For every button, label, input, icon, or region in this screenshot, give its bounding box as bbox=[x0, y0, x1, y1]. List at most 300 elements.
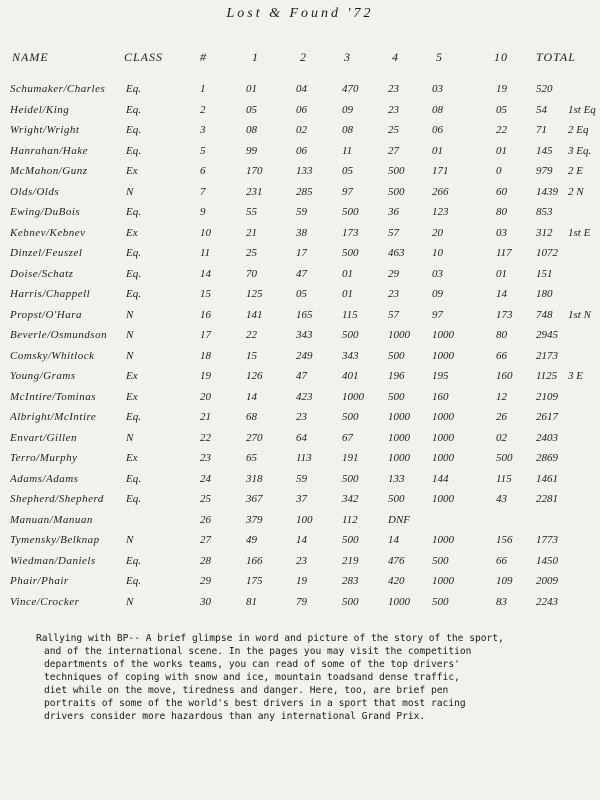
stage-10-score: 83 bbox=[496, 595, 507, 608]
stage-1-score: 22 bbox=[246, 329, 257, 341]
stage-3-score: 283 bbox=[342, 575, 359, 587]
stage-4-score: 27 bbox=[388, 144, 399, 157]
stage-2-score: 47 bbox=[296, 370, 307, 382]
stage-2-score: 06 bbox=[296, 144, 307, 157]
stage-2-score: 249 bbox=[296, 349, 313, 362]
table-row bbox=[0, 308, 600, 329]
table-row bbox=[0, 369, 600, 390]
stage-5-score: 144 bbox=[432, 472, 449, 485]
total-score: 2403 bbox=[536, 431, 558, 444]
stage-5-score: 160 bbox=[432, 390, 449, 403]
stage-1-score: 270 bbox=[246, 431, 263, 444]
stage-10-score: 115 bbox=[496, 472, 512, 485]
class: Eq. bbox=[126, 83, 141, 95]
car-number: 2 bbox=[200, 103, 206, 116]
stage-4-score: 420 bbox=[388, 575, 405, 587]
total-score: 748 bbox=[536, 308, 553, 321]
stage-2-score: 343 bbox=[296, 329, 313, 341]
team-name: Albright/McIntire bbox=[10, 411, 97, 423]
table-row bbox=[0, 451, 600, 472]
stage-2-score: 05 bbox=[296, 288, 307, 300]
stage-1-score: 126 bbox=[246, 370, 263, 382]
table-row bbox=[0, 472, 600, 493]
car-number: 27 bbox=[200, 534, 211, 546]
stage-10-score: 01 bbox=[496, 144, 507, 157]
stage-1-score: 170 bbox=[246, 165, 263, 177]
stage-1-score: 15 bbox=[246, 349, 257, 362]
stage-10-score: 12 bbox=[496, 390, 507, 403]
class: Ex bbox=[126, 226, 138, 239]
caption-line: and of the international scene. In the pages you may visit the competition bbox=[44, 646, 472, 657]
stage-1-score: 99 bbox=[246, 144, 257, 157]
class: Eq. bbox=[126, 144, 141, 157]
table-row bbox=[0, 513, 600, 534]
team-name: Harris/Chappell bbox=[10, 288, 91, 300]
total-score: 1439 bbox=[536, 185, 558, 198]
car-number: 14 bbox=[200, 267, 211, 280]
stage-10-score: 80 bbox=[496, 206, 507, 218]
stage-2-score: 133 bbox=[296, 165, 313, 177]
table-row bbox=[0, 533, 600, 554]
class: Eq. bbox=[126, 472, 141, 485]
stage-4-score: 133 bbox=[388, 472, 405, 485]
stage-1-score: 367 bbox=[246, 493, 263, 505]
table-row bbox=[0, 226, 600, 247]
total-score: 1773 bbox=[536, 534, 558, 546]
stage-2-score: 423 bbox=[296, 390, 313, 403]
stage-10-score: 500 bbox=[496, 452, 513, 464]
class: Ex bbox=[126, 165, 138, 177]
car-number: 18 bbox=[200, 349, 211, 362]
class: Ex bbox=[126, 390, 138, 403]
stage-10-score: 156 bbox=[496, 534, 513, 546]
page-title: Lost & Found '72 bbox=[226, 6, 374, 21]
stage-10-score: 43 bbox=[496, 493, 507, 505]
stage-3-score: 173 bbox=[342, 226, 359, 239]
stage-3-score: 343 bbox=[342, 349, 359, 362]
stage-1-score: 65 bbox=[246, 452, 257, 464]
stage-2-score: 100 bbox=[296, 513, 313, 526]
team-name: Envart/Gillen bbox=[10, 431, 77, 444]
caption-line: techniques of coping with snow and ice, mountain toadsand dense traffic, bbox=[44, 672, 460, 683]
team-name: Propst/O'Hara bbox=[10, 308, 83, 321]
table-row bbox=[0, 554, 600, 575]
stage-10-score: 02 bbox=[496, 431, 507, 444]
stage-5-score: 1000 bbox=[432, 493, 454, 505]
team-name: Manuan/Manuan bbox=[10, 513, 93, 526]
team-name: Terro/Murphy bbox=[10, 452, 78, 464]
stage-4-score: 36 bbox=[388, 206, 399, 218]
table-row bbox=[0, 390, 600, 411]
team-name: Dinzel/Feuszel bbox=[10, 247, 83, 259]
total-score: 2243 bbox=[536, 595, 558, 608]
stage-4-score: 57 bbox=[388, 226, 399, 239]
stage-5-score: 20 bbox=[432, 226, 443, 239]
class: Eq. bbox=[126, 247, 141, 259]
stage-1-score: 141 bbox=[246, 308, 263, 321]
class: Ex bbox=[126, 370, 138, 382]
stage-2-score: 113 bbox=[296, 452, 312, 464]
team-name: Adams/Adams bbox=[10, 472, 79, 485]
stage-1-score: 68 bbox=[246, 411, 257, 423]
stage-4-score: 25 bbox=[388, 124, 399, 136]
total-score: 145 bbox=[536, 144, 553, 157]
caption-line: diet while on the move, tiredness and danger. Here, too, are brief pen bbox=[44, 685, 449, 696]
caption-line: drivers consider more hazardous than any international Grand Prix. bbox=[44, 711, 426, 722]
stage-1-score: 14 bbox=[246, 390, 257, 403]
table-row bbox=[0, 574, 600, 595]
stage-3-score: 1000 bbox=[342, 390, 364, 403]
table-row bbox=[0, 267, 600, 288]
car-number: 3 bbox=[200, 124, 206, 136]
stage-2-score: 37 bbox=[296, 493, 307, 505]
team-name: Ewing/DuBois bbox=[10, 206, 81, 218]
stage-1-score: 49 bbox=[246, 534, 257, 546]
stage-10-score: 160 bbox=[496, 370, 513, 382]
stage-10-score: 19 bbox=[496, 83, 507, 95]
class: N bbox=[126, 534, 134, 546]
caption-line: departments of the works teams, you can read of some of the top drivers' bbox=[44, 659, 460, 670]
stage-2-score: 23 bbox=[296, 554, 307, 567]
caption-line: portraits of some of the world's best drivers in a sport that most racing bbox=[44, 698, 466, 709]
car-number: 21 bbox=[200, 411, 211, 423]
placing-note: 2 E bbox=[568, 165, 583, 177]
stage-1-score: 05 bbox=[246, 103, 257, 116]
table-row bbox=[0, 595, 600, 616]
stage-4-score: 1000 bbox=[388, 431, 410, 444]
placing-note: 2 N bbox=[568, 185, 584, 198]
stage-5-score: 06 bbox=[432, 124, 443, 136]
team-name: Hanrahan/Hake bbox=[10, 144, 88, 157]
stage-4-score: 196 bbox=[388, 370, 405, 382]
stage-5-score: 03 bbox=[432, 267, 443, 280]
table-row bbox=[0, 144, 600, 165]
car-number: 23 bbox=[200, 452, 211, 464]
class: N bbox=[126, 595, 134, 608]
class: N bbox=[126, 349, 134, 362]
stage-5-score: 1000 bbox=[432, 534, 454, 546]
car-number: 30 bbox=[200, 595, 211, 608]
stage-1-score: 21 bbox=[246, 226, 257, 239]
class: Eq. bbox=[126, 493, 141, 505]
total-score: 853 bbox=[536, 206, 553, 218]
stage-3-score: 191 bbox=[342, 452, 359, 464]
car-number: 1 bbox=[200, 83, 206, 95]
car-number: 5 bbox=[200, 144, 206, 157]
stage-1-score: 125 bbox=[246, 288, 263, 300]
table-row bbox=[0, 185, 600, 206]
class: Eq. bbox=[126, 575, 141, 587]
stage-2-score: 47 bbox=[296, 267, 307, 280]
stage-2-score: 285 bbox=[296, 185, 313, 198]
stage-5-score: 195 bbox=[432, 370, 449, 382]
total-score: 2281 bbox=[536, 493, 558, 505]
team-name: Heidel/King bbox=[10, 103, 70, 116]
class: Eq. bbox=[126, 554, 141, 567]
stage-4-score: 1000 bbox=[388, 452, 410, 464]
stage-1-score: 55 bbox=[246, 206, 257, 218]
stage-10-score: 80 bbox=[496, 329, 507, 341]
table-row bbox=[0, 246, 600, 267]
table-row bbox=[0, 164, 600, 185]
stage-5-score: 10 bbox=[432, 247, 443, 259]
stage-2-score: 14 bbox=[296, 534, 307, 546]
car-number: 9 bbox=[200, 206, 206, 218]
class: N bbox=[126, 329, 134, 341]
stage-1-score: 81 bbox=[246, 595, 257, 608]
stage-10-score: 0 bbox=[496, 165, 502, 177]
stage-4-score: DNF bbox=[388, 513, 410, 526]
total-score: 151 bbox=[536, 267, 553, 280]
header-stage-10: 10 bbox=[494, 50, 508, 64]
stage-5-score: 01 bbox=[432, 144, 443, 157]
class: Eq. bbox=[126, 206, 141, 218]
total-score: 71 bbox=[536, 124, 547, 136]
header-stage-5: 5 bbox=[436, 50, 443, 64]
placing-note: 3 E bbox=[568, 370, 583, 382]
total-score: 180 bbox=[536, 288, 553, 300]
car-number: 7 bbox=[200, 185, 206, 198]
class: N bbox=[126, 308, 134, 321]
stage-3-score: 500 bbox=[342, 247, 359, 259]
total-score: 1125 bbox=[536, 370, 558, 382]
caption-text bbox=[36, 632, 576, 723]
car-number: 11 bbox=[200, 247, 211, 259]
stage-1-score: 318 bbox=[246, 472, 263, 485]
stage-2-score: 79 bbox=[296, 595, 307, 608]
team-name: Olds/Olds bbox=[10, 185, 60, 198]
stage-10-score: 109 bbox=[496, 575, 513, 587]
stage-5-score: 1000 bbox=[432, 452, 454, 464]
stage-5-score: 171 bbox=[432, 165, 449, 177]
stage-2-score: 04 bbox=[296, 83, 307, 95]
team-name: Doise/Schatz bbox=[10, 267, 74, 280]
total-score: 2617 bbox=[536, 411, 558, 423]
header-name: NAME bbox=[12, 50, 49, 64]
stage-4-score: 1000 bbox=[388, 411, 410, 423]
class: Ex bbox=[126, 452, 138, 464]
table-row bbox=[0, 349, 600, 370]
car-number: 25 bbox=[200, 493, 211, 505]
class: N bbox=[126, 431, 134, 444]
stage-1-score: 08 bbox=[246, 124, 257, 136]
stage-3-score: 67 bbox=[342, 431, 353, 444]
car-number: 15 bbox=[200, 288, 211, 300]
stage-4-score: 500 bbox=[388, 349, 405, 362]
stage-10-score: 66 bbox=[496, 349, 507, 362]
team-name: Kebnev/Kebnev bbox=[10, 226, 86, 239]
stage-4-score: 463 bbox=[388, 247, 405, 259]
class: N bbox=[126, 185, 134, 198]
stage-5-score: 1000 bbox=[432, 431, 454, 444]
stage-4-score: 23 bbox=[388, 288, 399, 300]
car-number: 16 bbox=[200, 308, 211, 321]
stage-5-score: 08 bbox=[432, 103, 443, 116]
stage-5-score: 1000 bbox=[432, 575, 454, 587]
stage-2-score: 38 bbox=[296, 226, 307, 239]
car-number: 22 bbox=[200, 431, 211, 444]
stage-10-score: 03 bbox=[496, 226, 507, 239]
car-number: 17 bbox=[200, 329, 211, 341]
class: Eq. bbox=[126, 267, 141, 280]
table-row bbox=[0, 431, 600, 452]
stage-3-score: 09 bbox=[342, 103, 353, 116]
stage-3-score: 115 bbox=[342, 308, 358, 321]
stage-3-score: 500 bbox=[342, 329, 359, 341]
header-stage-1: 1 bbox=[252, 50, 259, 64]
stage-5-score: 1000 bbox=[432, 411, 454, 423]
stage-2-score: 23 bbox=[296, 411, 307, 423]
stage-4-score: 23 bbox=[388, 83, 399, 95]
stage-2-score: 17 bbox=[296, 247, 307, 259]
table-row bbox=[0, 328, 600, 349]
stage-10-score: 26 bbox=[496, 411, 507, 423]
table-row bbox=[0, 492, 600, 513]
team-name: Wiedman/Daniels bbox=[10, 554, 96, 567]
stage-5-score: 500 bbox=[432, 554, 449, 567]
stage-1-score: 70 bbox=[246, 267, 257, 280]
stage-10-score: 01 bbox=[496, 267, 507, 280]
stage-2-score: 06 bbox=[296, 103, 307, 116]
team-name: Comsky/Whitlock bbox=[10, 349, 95, 362]
stage-3-score: 08 bbox=[342, 124, 353, 136]
stage-3-score: 05 bbox=[342, 165, 353, 177]
stage-2-score: 19 bbox=[296, 575, 307, 587]
stage-2-score: 165 bbox=[296, 308, 313, 321]
header-total: TOTAL bbox=[536, 50, 576, 64]
stage-3-score: 500 bbox=[342, 472, 359, 485]
team-name: McMahon/Gunz bbox=[10, 165, 88, 177]
stage-1-score: 175 bbox=[246, 575, 263, 587]
placing-note: 3 Eq. bbox=[568, 144, 592, 157]
header-stage-2: 2 bbox=[300, 50, 307, 64]
stage-3-score: 500 bbox=[342, 534, 359, 546]
class: Eq. bbox=[126, 288, 141, 300]
team-name: Schumaker/Charles bbox=[10, 83, 106, 95]
stage-5-score: 03 bbox=[432, 83, 443, 95]
total-score: 520 bbox=[536, 83, 553, 95]
stage-4-score: 23 bbox=[388, 103, 399, 116]
stage-3-score: 470 bbox=[342, 83, 359, 95]
stage-5-score: 1000 bbox=[432, 349, 454, 362]
header-stage-3: 3 bbox=[344, 50, 351, 64]
table-row bbox=[0, 82, 600, 103]
team-name: Vince/Crocker bbox=[10, 595, 80, 608]
header-stage-4: 4 bbox=[392, 50, 399, 64]
stage-4-score: 1000 bbox=[388, 329, 410, 341]
total-score: 54 bbox=[536, 103, 547, 116]
stage-5-score: 123 bbox=[432, 206, 449, 218]
team-name: Phair/Phair bbox=[10, 575, 69, 587]
class: Eq. bbox=[126, 411, 141, 423]
total-score: 2173 bbox=[536, 349, 558, 362]
placing-note: 2 Eq bbox=[568, 124, 589, 136]
header-class: CLASS bbox=[124, 50, 164, 64]
stage-4-score: 500 bbox=[388, 165, 405, 177]
team-name: Wright/Wright bbox=[10, 124, 80, 136]
stage-4-score: 500 bbox=[388, 185, 405, 198]
table-row bbox=[0, 410, 600, 431]
table-row bbox=[0, 287, 600, 308]
stage-5-score: 266 bbox=[432, 185, 449, 198]
stage-2-score: 64 bbox=[296, 431, 307, 444]
header-number: # bbox=[200, 50, 207, 64]
stage-1-score: 01 bbox=[246, 83, 257, 95]
caption-line: Rallying with BP-- A brief glimpse in word and picture of the story of the sport, bbox=[36, 633, 504, 644]
stage-4-score: 476 bbox=[388, 554, 405, 567]
stage-4-score: 14 bbox=[388, 534, 399, 546]
total-score: 979 bbox=[536, 165, 553, 177]
stage-1-score: 231 bbox=[246, 185, 263, 198]
team-name: Shepherd/Shepherd bbox=[10, 493, 104, 505]
total-score: 1072 bbox=[536, 247, 558, 259]
car-number: 24 bbox=[200, 472, 211, 485]
stage-3-score: 01 bbox=[342, 288, 353, 300]
stage-4-score: 1000 bbox=[388, 595, 410, 608]
stage-10-score: 117 bbox=[496, 247, 512, 259]
stage-10-score: 66 bbox=[496, 554, 507, 567]
stage-5-score: 500 bbox=[432, 595, 449, 608]
stage-3-score: 01 bbox=[342, 267, 353, 280]
team-name: Young/Grams bbox=[10, 370, 76, 382]
stage-3-score: 219 bbox=[342, 554, 359, 567]
total-score: 2945 bbox=[536, 329, 558, 341]
stage-2-score: 59 bbox=[296, 206, 307, 218]
placing-note: 1st E bbox=[568, 226, 591, 239]
car-number: 10 bbox=[200, 226, 211, 239]
stage-3-score: 500 bbox=[342, 206, 359, 218]
stage-3-score: 500 bbox=[342, 411, 359, 423]
table-row bbox=[0, 103, 600, 124]
total-score: 2009 bbox=[536, 575, 558, 587]
car-number: 20 bbox=[200, 390, 211, 403]
total-score: 2869 bbox=[536, 452, 558, 464]
car-number: 6 bbox=[200, 165, 206, 177]
stage-10-score: 14 bbox=[496, 288, 507, 300]
total-score: 2109 bbox=[536, 390, 558, 403]
placing-note: 1st N bbox=[568, 308, 591, 321]
stage-1-score: 379 bbox=[246, 513, 263, 526]
placing-note: 1st Eq bbox=[568, 103, 596, 116]
stage-10-score: 22 bbox=[496, 124, 507, 136]
stage-5-score: 09 bbox=[432, 288, 443, 300]
car-number: 28 bbox=[200, 554, 211, 567]
stage-5-score: 1000 bbox=[432, 329, 454, 341]
car-number: 29 bbox=[200, 575, 211, 587]
stage-4-score: 500 bbox=[388, 493, 405, 505]
stage-2-score: 59 bbox=[296, 472, 307, 485]
stage-4-score: 57 bbox=[388, 308, 399, 321]
table-row bbox=[0, 123, 600, 144]
car-number: 19 bbox=[200, 370, 211, 382]
stage-3-score: 97 bbox=[342, 185, 353, 198]
stage-4-score: 500 bbox=[388, 390, 405, 403]
stage-10-score: 05 bbox=[496, 103, 507, 116]
team-name: Tymensky/Belknap bbox=[10, 534, 100, 546]
stage-3-score: 342 bbox=[342, 493, 359, 505]
stage-3-score: 112 bbox=[342, 513, 358, 526]
stage-3-score: 11 bbox=[342, 144, 353, 157]
class: Eq. bbox=[126, 124, 141, 136]
total-score: 1450 bbox=[536, 554, 558, 567]
total-score: 1461 bbox=[536, 472, 558, 485]
team-name: McIntire/Tominas bbox=[10, 390, 97, 403]
car-number: 26 bbox=[200, 513, 211, 526]
stage-1-score: 166 bbox=[246, 554, 263, 567]
class: Eq. bbox=[126, 103, 141, 116]
team-name: Beverle/Osmundson bbox=[10, 329, 108, 341]
stage-5-score: 97 bbox=[432, 308, 443, 321]
